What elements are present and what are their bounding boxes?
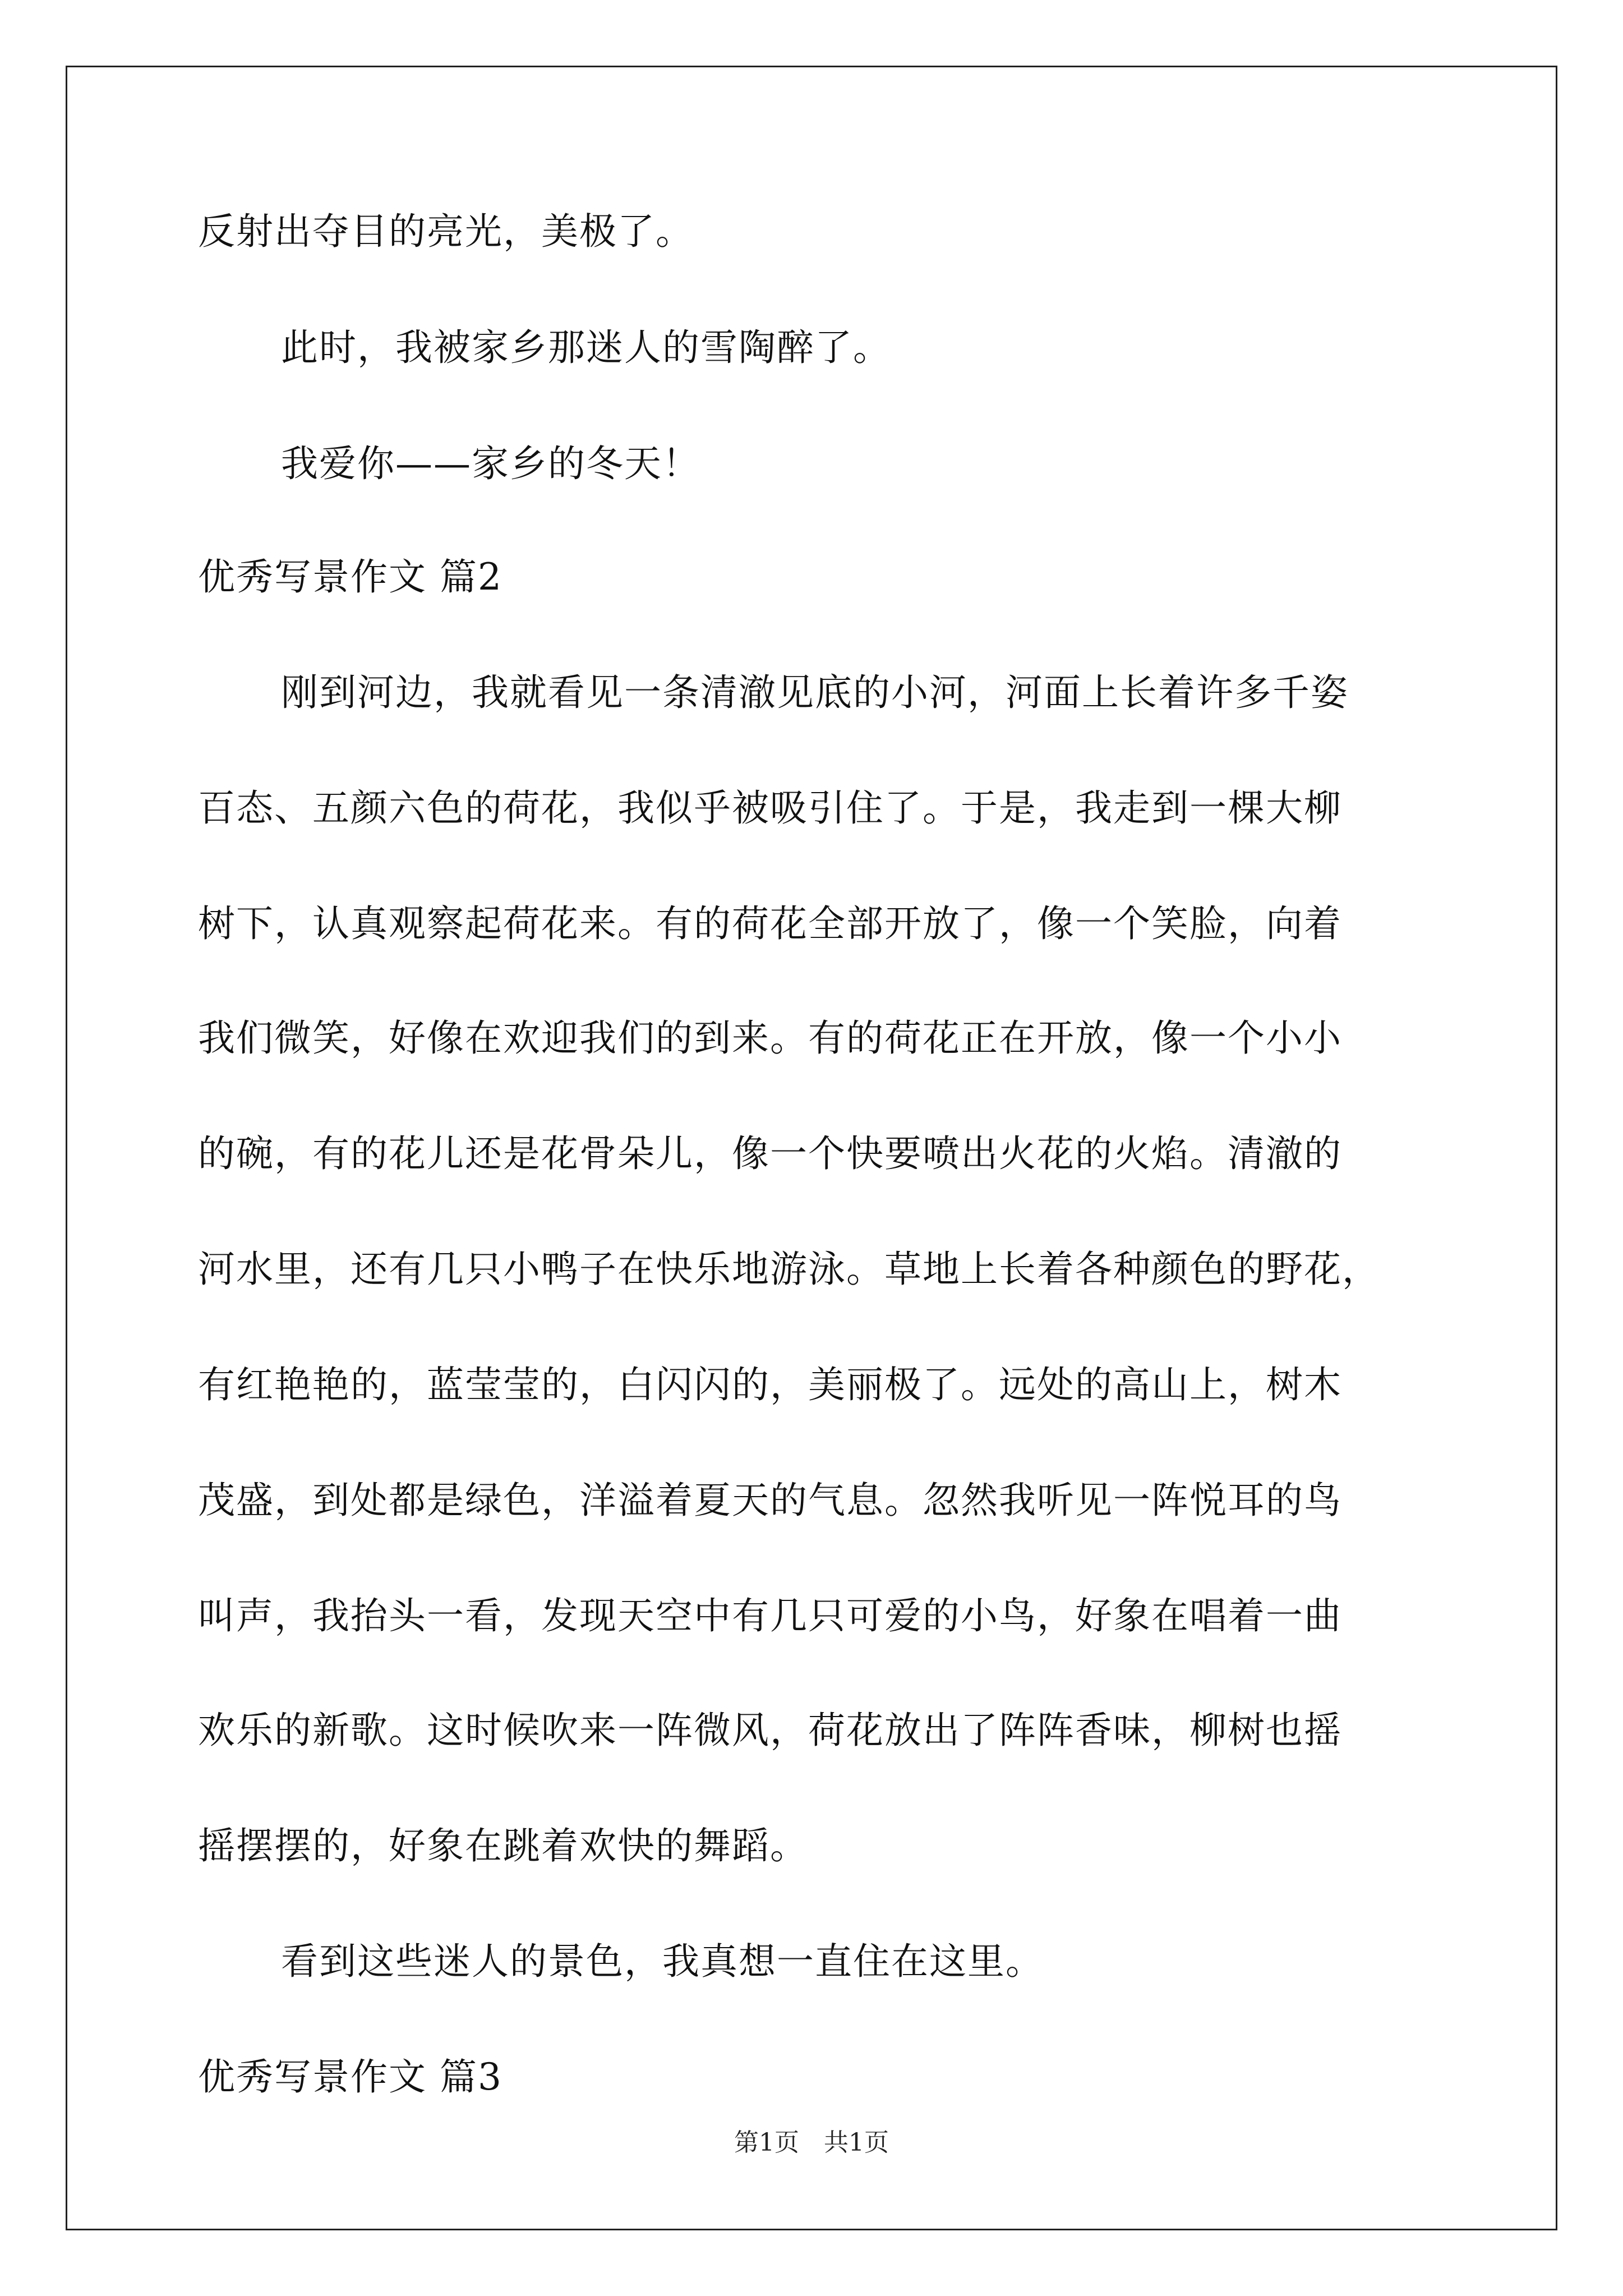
paragraph-line: 反射出夺目的亮光，美极了。 [198, 210, 694, 253]
paragraph-line: 河水里，还有几只小鸭子在快乐地游泳。草地上长着各种颜色的野花， [198, 1248, 1380, 1291]
paragraph-line: 看到这些迷人的景色，我真想一直住在这里。 [281, 1940, 1044, 1983]
paragraph-line: 我爱你——家乡的冬天！ [281, 442, 700, 485]
paragraph-line: 此时，我被家乡那迷人的雪陶醉了。 [281, 326, 891, 369]
paragraph-line: 刚到河边，我就看见一条清澈见底的小河，河面上长着许多千姿 [281, 671, 1349, 714]
paragraph-line: 叫声，我抬头一看，发现天空中有几只可爱的小鸟，好象在唱着一曲 [198, 1594, 1342, 1637]
paragraph-line: 的碗，有的花儿还是花骨朵儿，像一个快要喷出火花的火焰。清澈的 [198, 1132, 1342, 1175]
paragraph-line: 欢乐的新歌。这时候吹来一阵微风，荷花放出了阵阵香味，柳树也摇 [198, 1709, 1342, 1752]
paragraph-line: 茂盛，到处都是绿色，洋溢着夏天的气息。忽然我听见一阵悦耳的鸟 [198, 1479, 1342, 1522]
section-heading: 优秀写景作文 篇2 [198, 555, 502, 599]
paragraph-line: 摇摆摆的，好象在跳着欢快的舞蹈。 [198, 1824, 808, 1867]
paragraph-line: 有红艳艳的，蓝莹莹的，白闪闪的，美丽极了。远处的高山上，树木 [198, 1363, 1342, 1406]
paragraph-line: 我们微笑，好像在欢迎我们的到来。有的荷花正在开放，像一个小小 [198, 1016, 1342, 1060]
section-heading: 优秀写景作文 篇3 [198, 2055, 502, 2099]
paragraph-line: 百态、五颜六色的荷花，我似乎被吸引住了。于是，我走到一棵大柳 [198, 786, 1342, 830]
page-number-footer: 第1页 共1页 [734, 2128, 889, 2157]
paragraph-line: 树下，认真观察起荷花来。有的荷花全部开放了，像一个笑脸，向着 [198, 902, 1342, 945]
